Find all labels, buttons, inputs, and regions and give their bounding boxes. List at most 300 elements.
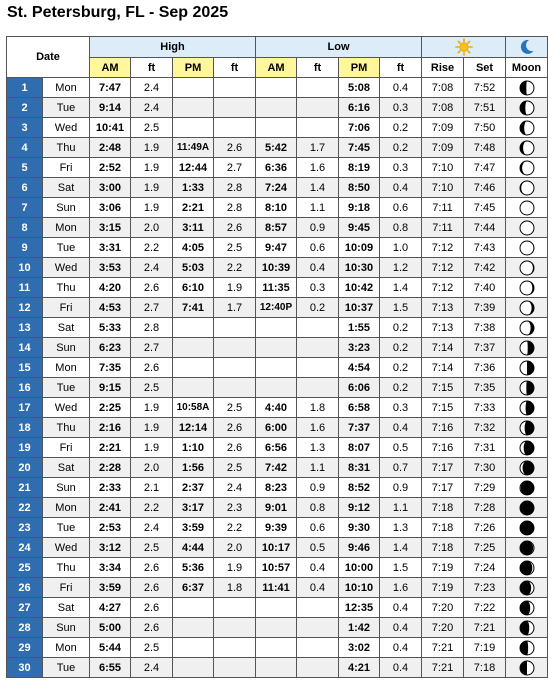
- sunset-time: 7:44: [464, 218, 506, 238]
- sunset-time: 7:26: [464, 518, 506, 538]
- high-am-time: 6:55: [90, 658, 131, 678]
- low-am-time: [256, 78, 297, 98]
- high-pm-time: [173, 118, 214, 138]
- low-am-time: 11:35: [256, 278, 297, 298]
- low-pm-height: 1.1: [380, 498, 422, 518]
- table-row: [7, 258, 548, 278]
- low-am-height: [297, 98, 339, 118]
- high-pm-height: 2.6: [214, 138, 256, 158]
- high-am-time: 2:28: [90, 458, 131, 478]
- sunrise-time: 7:21: [422, 658, 464, 678]
- low-am-height: 1.3: [297, 438, 339, 458]
- low-am-time: [256, 618, 297, 638]
- day-number: 22: [7, 498, 43, 518]
- moon-phase-icon: [518, 579, 536, 597]
- low-am-time: 7:42: [256, 458, 297, 478]
- day-number: 13: [7, 318, 43, 338]
- low-header: Low: [256, 37, 422, 58]
- page-title: St. Petersburg, FL - Sep 2025: [7, 4, 229, 21]
- table-row: [7, 398, 548, 418]
- low-am-time: 5:42: [256, 138, 297, 158]
- sunset-time: 7:45: [464, 198, 506, 218]
- high-am-height: 2.0: [131, 218, 173, 238]
- table-row: [7, 538, 548, 558]
- low-am-height: [297, 378, 339, 398]
- date-header: Date: [7, 37, 90, 78]
- day-of-week: Sat: [43, 178, 90, 198]
- low-pm-height: 0.4: [380, 418, 422, 438]
- low-pm-height: 1.0: [380, 238, 422, 258]
- low-am-height: 0.8: [297, 498, 339, 518]
- moon-lit-part: [520, 381, 527, 395]
- high-am-time: 10:41: [90, 118, 131, 138]
- high-pm-height: [214, 358, 256, 378]
- low-pm-time: 8:31: [339, 458, 380, 478]
- low-pm-time: 10:09: [339, 238, 380, 258]
- moon-phase-cell: [506, 398, 548, 418]
- moon-phase-icon: [518, 659, 536, 677]
- high-pm-height: 2.5: [214, 458, 256, 478]
- moon-phase-icon: [518, 99, 536, 117]
- sunrise-time: 7:09: [422, 138, 464, 158]
- moon-phase-cell: [506, 598, 548, 618]
- high-am-time: 2:25: [90, 398, 131, 418]
- high-pm-height: 1.9: [214, 558, 256, 578]
- low-pm-time: 10:00: [339, 558, 380, 578]
- low-pm-time: 9:30: [339, 518, 380, 538]
- high-am-height: 2.7: [131, 338, 173, 358]
- sunset-time: 7:29: [464, 478, 506, 498]
- high-am-time: 3:15: [90, 218, 131, 238]
- moon-phase-cell: [506, 658, 548, 678]
- low-pm-time: 10:30: [339, 258, 380, 278]
- day-number: 26: [7, 578, 43, 598]
- high-am-time: 3:06: [90, 198, 131, 218]
- high-am-height: 2.6: [131, 278, 173, 298]
- low-am-height: [297, 618, 339, 638]
- moon-phase-cell: [506, 458, 548, 478]
- sunrise-time: 7:11: [422, 198, 464, 218]
- day-number: 10: [7, 258, 43, 278]
- high-pm-time: [173, 618, 214, 638]
- day-number: 4: [7, 138, 43, 158]
- low-am-time: 6:00: [256, 418, 297, 438]
- sunset-time: 7:25: [464, 538, 506, 558]
- sunset-time: 7:36: [464, 358, 506, 378]
- low-am-time: [256, 318, 297, 338]
- high-am-ft-header: ft: [131, 58, 173, 78]
- high-am-height: 1.9: [131, 138, 173, 158]
- low-pm-time: 4:21: [339, 658, 380, 678]
- high-pm-time: 1:10: [173, 438, 214, 458]
- low-pm-height: 0.2: [380, 378, 422, 398]
- day-number: 3: [7, 118, 43, 138]
- moon-phase-icon: [518, 179, 536, 197]
- high-pm-height: [214, 658, 256, 678]
- moon-phase-cell: [506, 518, 548, 538]
- moon-phase-icon: [518, 619, 536, 637]
- high-pm-time: 12:14: [173, 418, 214, 438]
- moon-phase-icon: [518, 639, 536, 657]
- high-am-time: 2:52: [90, 158, 131, 178]
- high-am-height: 2.2: [131, 498, 173, 518]
- low-am-height: [297, 658, 339, 678]
- high-am-height: 2.5: [131, 538, 173, 558]
- high-am-time: 5:44: [90, 638, 131, 658]
- day-of-week: Thu: [43, 418, 90, 438]
- moon-phase-icon: [518, 279, 536, 297]
- moon-phase-cell: [506, 418, 548, 438]
- high-pm-height: 2.2: [214, 518, 256, 538]
- table-row: [7, 658, 548, 678]
- table-row: [7, 478, 548, 498]
- day-number: 8: [7, 218, 43, 238]
- sunrise-time: 7:10: [422, 178, 464, 198]
- moon-phase-cell: [506, 558, 548, 578]
- low-pm-time: 3:23: [339, 338, 380, 358]
- low-pm-height: 1.5: [380, 558, 422, 578]
- high-pm-time: 5:36: [173, 558, 214, 578]
- day-of-week: Mon: [43, 358, 90, 378]
- moon-phase-cell: [506, 358, 548, 378]
- high-pm-time: 1:33: [173, 178, 214, 198]
- low-pm-time: 6:16: [339, 98, 380, 118]
- low-pm-height: 0.2: [380, 118, 422, 138]
- high-pm-time: [173, 78, 214, 98]
- low-pm-height: 0.2: [380, 138, 422, 158]
- low-am-time: 12:40P: [256, 298, 297, 318]
- moon-phase-icon: [518, 399, 536, 417]
- day-of-week: Fri: [43, 158, 90, 178]
- sunset-time: 7:28: [464, 498, 506, 518]
- high-pm-height: 2.5: [214, 238, 256, 258]
- day-number: 28: [7, 618, 43, 638]
- high-pm-time: 7:41: [173, 298, 214, 318]
- day-number: 15: [7, 358, 43, 378]
- high-am-height: 1.9: [131, 198, 173, 218]
- high-pm-height: 2.3: [214, 498, 256, 518]
- low-am-time: 9:47: [256, 238, 297, 258]
- high-pm-height: [214, 118, 256, 138]
- moon-phase-icon: [518, 519, 536, 537]
- table-row: [7, 298, 548, 318]
- moon-phase-icon: [518, 139, 536, 157]
- moon-phase-icon: [518, 559, 536, 577]
- high-pm-header: PM: [173, 58, 214, 78]
- sun-header: [422, 37, 506, 58]
- day-of-week: Tue: [43, 98, 90, 118]
- low-pm-time: 10:10: [339, 578, 380, 598]
- moon-phase-icon: [518, 419, 536, 437]
- day-of-week: Mon: [43, 78, 90, 98]
- high-am-time: 7:35: [90, 358, 131, 378]
- sunset-time: 7:43: [464, 238, 506, 258]
- low-pm-height: 0.3: [380, 98, 422, 118]
- sunrise-time: 7:15: [422, 398, 464, 418]
- day-of-week: Wed: [43, 398, 90, 418]
- low-am-height: [297, 118, 339, 138]
- low-am-height: [297, 598, 339, 618]
- moon-phase-cell: [506, 138, 548, 158]
- high-pm-time: 4:44: [173, 538, 214, 558]
- high-pm-time: 12:44: [173, 158, 214, 178]
- low-am-ft-header: ft: [297, 58, 339, 78]
- high-am-time: 3:34: [90, 558, 131, 578]
- low-pm-time: 8:19: [339, 158, 380, 178]
- low-am-height: 1.6: [297, 418, 339, 438]
- sunset-header: Set: [464, 58, 506, 78]
- moon-phase-icon: [518, 199, 536, 217]
- high-pm-height: 2.4: [214, 478, 256, 498]
- low-pm-time: 10:37: [339, 298, 380, 318]
- table-row: [7, 178, 548, 198]
- table-row: [7, 578, 548, 598]
- table-row: [7, 358, 548, 378]
- high-am-height: 2.1: [131, 478, 173, 498]
- high-am-height: 2.6: [131, 578, 173, 598]
- low-am-time: [256, 358, 297, 378]
- sunset-time: 7:22: [464, 598, 506, 618]
- high-pm-height: [214, 618, 256, 638]
- moon-phase-icon: [518, 239, 536, 257]
- low-am-time: [256, 658, 297, 678]
- moon-phase-icon: [518, 259, 536, 277]
- table-row: [7, 438, 548, 458]
- high-am-time: 3:53: [90, 258, 131, 278]
- sunset-time: 7:48: [464, 138, 506, 158]
- moon-phase-cell: [506, 298, 548, 318]
- low-am-time: 6:36: [256, 158, 297, 178]
- day-of-week: Sat: [43, 598, 90, 618]
- low-pm-time: 12:35: [339, 598, 380, 618]
- day-number: 5: [7, 158, 43, 178]
- high-am-time: 5:33: [90, 318, 131, 338]
- low-pm-time: 6:58: [339, 398, 380, 418]
- high-pm-time: [173, 378, 214, 398]
- day-of-week: Thu: [43, 558, 90, 578]
- low-pm-height: 0.5: [380, 438, 422, 458]
- low-pm-time: 5:08: [339, 78, 380, 98]
- high-pm-height: 2.8: [214, 198, 256, 218]
- high-pm-time: 5:03: [173, 258, 214, 278]
- high-pm-time: [173, 98, 214, 118]
- low-pm-time: 9:46: [339, 538, 380, 558]
- moon-phase-icon: [518, 479, 536, 497]
- sunset-time: 7:50: [464, 118, 506, 138]
- high-pm-time: [173, 318, 214, 338]
- sunrise-time: 7:20: [422, 598, 464, 618]
- low-am-time: [256, 118, 297, 138]
- sunrise-time: 7:09: [422, 118, 464, 138]
- low-am-height: 0.2: [297, 298, 339, 318]
- high-am-time: 9:15: [90, 378, 131, 398]
- low-am-time: 11:41: [256, 578, 297, 598]
- moon-phase-icon: [518, 459, 536, 477]
- table-row: [7, 558, 548, 578]
- sunrise-time: 7:18: [422, 518, 464, 538]
- high-pm-ft-header: ft: [214, 58, 256, 78]
- moon-phase-cell: [506, 78, 548, 98]
- day-number: 17: [7, 398, 43, 418]
- sunrise-time: 7:12: [422, 278, 464, 298]
- high-am-height: 2.2: [131, 238, 173, 258]
- sunrise-time: 7:20: [422, 618, 464, 638]
- day-number: 29: [7, 638, 43, 658]
- low-am-header: AM: [256, 58, 297, 78]
- low-am-time: [256, 638, 297, 658]
- high-pm-time: 2:21: [173, 198, 214, 218]
- low-pm-time: 4:54: [339, 358, 380, 378]
- low-pm-height: 0.4: [380, 598, 422, 618]
- table-row: [7, 218, 548, 238]
- low-pm-time: 3:02: [339, 638, 380, 658]
- high-am-height: 2.5: [131, 118, 173, 138]
- low-am-time: 8:23: [256, 478, 297, 498]
- high-pm-height: [214, 318, 256, 338]
- high-am-height: 2.4: [131, 78, 173, 98]
- high-am-height: 2.5: [131, 378, 173, 398]
- day-of-week: Tue: [43, 518, 90, 538]
- low-pm-height: 0.4: [380, 78, 422, 98]
- tide-rows: [7, 78, 548, 678]
- low-am-height: 0.4: [297, 578, 339, 598]
- high-pm-time: 2:37: [173, 478, 214, 498]
- day-number: 9: [7, 238, 43, 258]
- day-of-week: Thu: [43, 138, 90, 158]
- high-pm-time: [173, 658, 214, 678]
- day-number: 16: [7, 378, 43, 398]
- high-pm-time: [173, 638, 214, 658]
- high-pm-time: 3:11: [173, 218, 214, 238]
- low-pm-height: 0.4: [380, 658, 422, 678]
- sunset-time: 7:33: [464, 398, 506, 418]
- moon-phase-cell: [506, 578, 548, 598]
- sunset-time: 7:46: [464, 178, 506, 198]
- low-am-height: 1.6: [297, 158, 339, 178]
- crescent-moon-icon: [518, 38, 536, 56]
- moon-phase-icon: [518, 379, 536, 397]
- moon-phase-cell: [506, 318, 548, 338]
- sunset-time: 7:37: [464, 338, 506, 358]
- low-am-height: 0.9: [297, 478, 339, 498]
- low-am-height: 0.3: [297, 278, 339, 298]
- moon-phase-cell: [506, 118, 548, 138]
- high-pm-height: [214, 78, 256, 98]
- sunset-time: 7:32: [464, 418, 506, 438]
- high-pm-time: 1:56: [173, 458, 214, 478]
- high-pm-height: 2.5: [214, 398, 256, 418]
- high-am-time: 3:59: [90, 578, 131, 598]
- high-pm-height: [214, 638, 256, 658]
- day-number: 14: [7, 338, 43, 358]
- high-pm-time: 3:17: [173, 498, 214, 518]
- day-number: 23: [7, 518, 43, 538]
- high-am-time: 7:47: [90, 78, 131, 98]
- table-row: [7, 638, 548, 658]
- day-number: 19: [7, 438, 43, 458]
- low-pm-height: 0.3: [380, 158, 422, 178]
- moon-phase-icon: [518, 159, 536, 177]
- high-am-time: 3:12: [90, 538, 131, 558]
- high-am-header: AM: [90, 58, 131, 78]
- high-am-time: 3:31: [90, 238, 131, 258]
- low-pm-header: PM: [339, 58, 380, 78]
- moon-phase-cell: [506, 158, 548, 178]
- high-pm-height: 2.8: [214, 178, 256, 198]
- moon-lit-part: [520, 341, 528, 355]
- sunrise-time: 7:08: [422, 78, 464, 98]
- moon-phase-cell: [506, 538, 548, 558]
- sunset-time: 7:23: [464, 578, 506, 598]
- moon-lit-part: [526, 81, 534, 95]
- table-row: [7, 138, 548, 158]
- moon-phase-cell: [506, 618, 548, 638]
- high-am-height: 2.6: [131, 558, 173, 578]
- sunrise-time: 7:11: [422, 218, 464, 238]
- low-pm-height: 0.4: [380, 618, 422, 638]
- moon-phase-cell: [506, 478, 548, 498]
- high-am-height: 1.9: [131, 178, 173, 198]
- day-of-week: Sun: [43, 478, 90, 498]
- moon-phase-cell: [506, 438, 548, 458]
- low-pm-height: 1.2: [380, 258, 422, 278]
- sunset-time: 7:51: [464, 98, 506, 118]
- low-am-height: [297, 78, 339, 98]
- high-am-height: 1.9: [131, 398, 173, 418]
- high-am-height: 2.4: [131, 658, 173, 678]
- low-am-time: [256, 338, 297, 358]
- sunset-time: 7:40: [464, 278, 506, 298]
- high-am-time: 2:53: [90, 518, 131, 538]
- low-am-height: 0.6: [297, 518, 339, 538]
- table-row: [7, 278, 548, 298]
- sunrise-time: 7:17: [422, 458, 464, 478]
- low-am-time: 9:39: [256, 518, 297, 538]
- high-pm-height: [214, 338, 256, 358]
- day-of-week: Fri: [43, 578, 90, 598]
- sunrise-time: 7:17: [422, 478, 464, 498]
- sunset-time: 7:35: [464, 378, 506, 398]
- day-of-week: Tue: [43, 378, 90, 398]
- moon-header: Moon: [506, 58, 548, 78]
- table-row: [7, 198, 548, 218]
- low-am-height: 0.9: [297, 218, 339, 238]
- high-pm-time: 10:58A: [173, 398, 214, 418]
- high-pm-time: 3:59: [173, 518, 214, 538]
- sunrise-time: 7:12: [422, 258, 464, 278]
- high-pm-height: 2.2: [214, 258, 256, 278]
- day-of-week: Tue: [43, 238, 90, 258]
- low-pm-height: 0.8: [380, 218, 422, 238]
- low-pm-time: 8:50: [339, 178, 380, 198]
- low-am-time: 10:57: [256, 558, 297, 578]
- moon-phase-icon: [518, 119, 536, 137]
- low-pm-height: 0.2: [380, 358, 422, 378]
- low-pm-time: 6:06: [339, 378, 380, 398]
- moon-icon-header: [506, 37, 548, 58]
- high-pm-height: 2.6: [214, 218, 256, 238]
- high-am-time: 2:48: [90, 138, 131, 158]
- sunset-time: 7:24: [464, 558, 506, 578]
- low-am-height: 0.4: [297, 558, 339, 578]
- day-number: 21: [7, 478, 43, 498]
- day-number: 1: [7, 78, 43, 98]
- high-pm-time: 6:10: [173, 278, 214, 298]
- day-of-week: Sat: [43, 318, 90, 338]
- high-am-height: 1.9: [131, 418, 173, 438]
- high-pm-time: 4:05: [173, 238, 214, 258]
- high-am-time: 9:14: [90, 98, 131, 118]
